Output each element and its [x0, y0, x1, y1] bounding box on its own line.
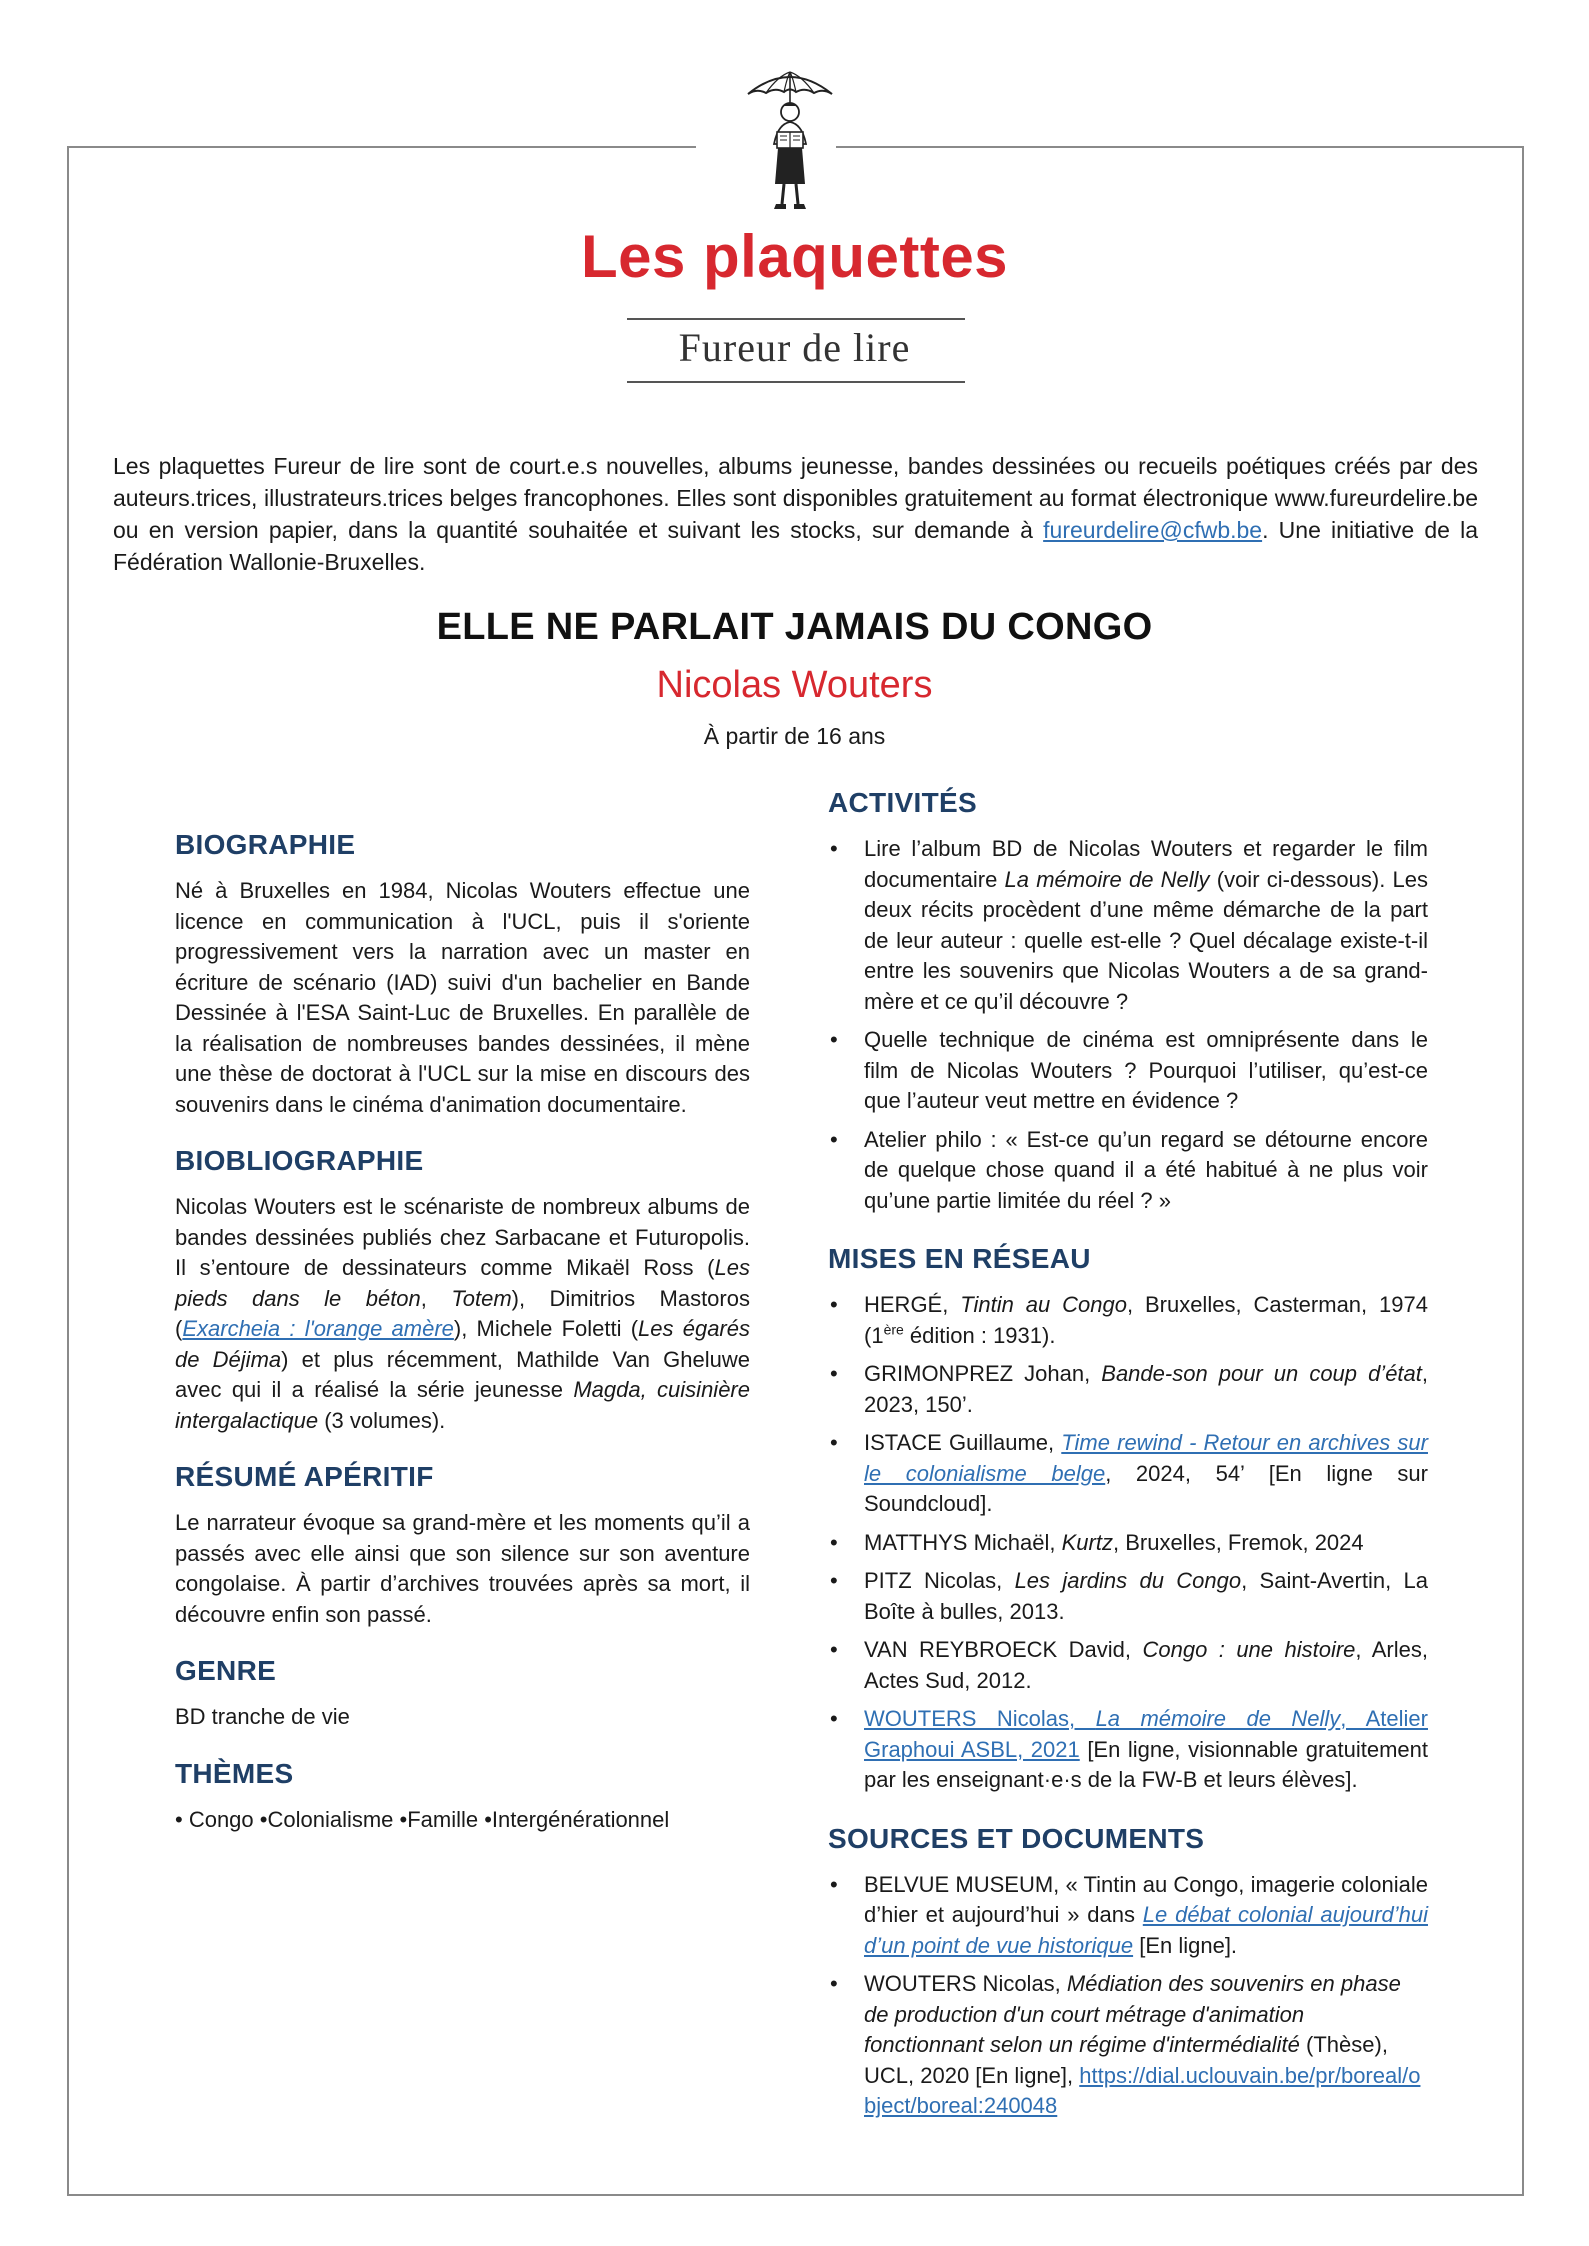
item-title: Les jardins du Congo	[1014, 1568, 1242, 1593]
biblio-title: Les égarés de Déjima	[175, 1316, 750, 1372]
list-item	[828, 1969, 1428, 2122]
item-title: Congo : une histoire	[1142, 1637, 1356, 1662]
bullet-icon: •	[830, 836, 838, 861]
item-title: Kurtz	[1061, 1529, 1113, 1555]
brand-rule-bottom	[627, 381, 965, 383]
item-text: (voir ci-dessous). Les deux récits procèdent d’une même démarche de la part de leur auteur : quelle est-elle ? Quel décalage existe-t-il entre les souvenirs que Nicolas Wouters a de sa grand-mère et ce qu’il découvre ?	[864, 866, 1428, 1014]
item-title: Tintin au Congo	[960, 1292, 1127, 1317]
themes-text: • Congo •Colonialisme •Famille •Intergénérationnel	[175, 1806, 670, 1832]
biblio-text: Nicolas Wouters est le scénariste de nombreux albums de bandes dessinées publiés chez Sarbacane et Futuropolis. Il s’entoure de dessinateurs comme Mikaël Ross (	[175, 1194, 750, 1280]
activites-heading: ACTIVITÉS	[828, 787, 977, 818]
activites-list	[828, 834, 1428, 1216]
reseau-list	[828, 1290, 1428, 1796]
item-text: , Arles, Actes Sud, 2012.	[864, 1637, 1428, 1693]
document-title: ELLE NE PARLAIT JAMAIS DU CONGO	[436, 606, 1153, 648]
list-item	[828, 1704, 1428, 1796]
item-text: VAN REYBROECK David,	[864, 1637, 1143, 1662]
list-item	[828, 1290, 1428, 1351]
bibliographie-heading: BIOBLIOGRAPHIE	[175, 1145, 424, 1176]
debat-colonial-link[interactable]: Le débat colonial aujourd’hui d’un point de vue historique	[864, 1902, 1428, 1958]
resume-heading: RÉSUMÉ APÉRITIF	[175, 1461, 434, 1492]
list-item	[828, 1025, 1428, 1117]
item-text: [En ligne, visionnable gratuitement par les enseignant·e·s de la FW-B et leurs élèves].	[864, 1736, 1429, 1792]
bullet-icon: •	[830, 1430, 838, 1455]
reader-umbrella-logo-icon	[730, 66, 850, 216]
biblio-text: ) et plus récemment, Mathilde Van Gheluwe avec qui il a réalisé la série jeunesse	[175, 1346, 750, 1402]
item-text: WOUTERS Nicolas,	[864, 1971, 1067, 1996]
list-item	[828, 1428, 1428, 1520]
themes-heading: THÈMES	[175, 1757, 294, 1789]
bullet-icon: •	[830, 1568, 838, 1593]
link-text[interactable]: , Atelier Graphoui ASBL, 2021	[864, 1706, 1428, 1762]
bullet-icon: •	[830, 1706, 838, 1731]
list-item	[828, 834, 1428, 1017]
biblio-text: (3 volumes).	[318, 1407, 446, 1433]
biographie-text: Né à Bruxelles en 1984, Nicolas Wouters effectue une licence en communication à l'UCL, puis il s'oriente progressivement vers la narration avec un master en écriture de scénario (IAD) suivi d'un bachelier en Bande Dessinée à l'ESA Saint-Luc de Bruxelles. En parallèle de la réalisation de nombreuses bandes dessinées, il mène une thèse de doctorat à l'UCL sur la mise en discours des souvenirs dans le cinéma d'animation documentaire.	[175, 878, 750, 1117]
superscript: ère	[883, 1321, 904, 1338]
bullet-icon: •	[830, 1361, 838, 1386]
item-text: Atelier philo : « Est-ce qu’un regard se détourne encore de quelque chose quand il a été habitué à ne plus voir qu’une partie limitée du réel ? »	[864, 1126, 1428, 1213]
biblio-text: ), Michele Foletti (	[453, 1316, 639, 1341]
bibliographie-text	[175, 1192, 750, 1436]
biblio-text: ), Dimitrios Mastoros (	[175, 1285, 750, 1341]
bullet-icon: •	[830, 1529, 838, 1555]
left-column	[175, 828, 750, 1859]
email-link[interactable]: fureurdelire@cfwb.be	[1043, 517, 1263, 543]
brand-rule-top	[627, 318, 965, 320]
list-item	[828, 1566, 1428, 1627]
intro-text-1: Les plaquettes Fureur de lire sont de court.e.s nouvelles, albums jeunesse, bandes dessinées ou recueils poétiques créés par des auteurs.trices, illustrateurs.trices belges francophones. Elles sont disponibles gratuitement au format électronique www.fureurdelire.be ou en version papier, dans la quantité souhaitée et suivant les stocks, sur demande à	[113, 453, 1478, 543]
intro-paragraph	[113, 450, 1478, 578]
bullet-icon: •	[830, 1871, 838, 1897]
sources-heading: SOURCES ET DOCUMENTS	[828, 1822, 1205, 1854]
list-item	[828, 1528, 1428, 1559]
item-text: (Thèse), UCL, 2020 [En ligne],	[864, 2032, 1388, 2088]
item-text: MATTHYS Michaël,	[864, 1529, 1062, 1555]
biblio-title: Magda, cuisinière intergalactique	[175, 1377, 750, 1433]
item-text: , Bruxelles, Casterman, 1974 (1	[864, 1292, 1428, 1348]
item-text: , Bruxelles, Fremok, 2024	[1112, 1529, 1364, 1555]
item-title: Bande-son pour un coup d’état	[1101, 1361, 1422, 1386]
exarcheia-link[interactable]: Exarcheia : l'orange amère	[182, 1316, 454, 1341]
item-text: édition : 1931).	[903, 1322, 1056, 1348]
brand-subtitle: Fureur de lire	[678, 325, 911, 370]
list-item	[828, 1870, 1428, 1962]
bullet-icon: •	[830, 1027, 838, 1052]
item-text: PITZ Nicolas,	[864, 1568, 1015, 1593]
item-text: HERGÉ,	[864, 1292, 961, 1317]
intro-text-2: . Une initiative de la Fédération Wallonie-Bruxelles.	[113, 517, 1478, 575]
reseau-heading: MISES EN RÉSEAU	[828, 1243, 1091, 1274]
bullet-icon: •	[830, 1971, 838, 1996]
genre-text: BD tranche de vie	[175, 1704, 350, 1729]
link-title[interactable]: La mémoire de Nelly	[1095, 1706, 1341, 1731]
item-text: , 2023, 150’.	[864, 1361, 1429, 1417]
biographie-heading: BIOGRAPHIE	[175, 829, 356, 860]
biblio-title: Les pieds dans le béton	[175, 1255, 750, 1311]
item-text: BELVUE MUSEUM, « Tintin au Congo, imagerie coloniale d’hier et aujourd’hui » dans	[864, 1871, 1428, 1927]
item-title: La mémoire de Nelly	[1004, 866, 1210, 892]
item-title: Médiation des souvenirs en phase de production d'un court métrage d'animation fonctionnant selon un régime d'intermédialité	[864, 1971, 1401, 2057]
genre-heading: GENRE	[175, 1655, 277, 1686]
item-text: , 2024, 54’ [En ligne sur Soundcloud].	[864, 1460, 1428, 1516]
list-item	[828, 1635, 1428, 1696]
bullet-icon: •	[830, 1126, 838, 1152]
link-text[interactable]: WOUTERS Nicolas,	[864, 1706, 1096, 1731]
list-item	[828, 1125, 1428, 1217]
biblio-text: ,	[420, 1285, 452, 1311]
dial-url-link[interactable]: https://dial.uclouvain.be/pr/boreal/object/boreal:240048	[864, 2062, 1421, 2118]
document-author: Nicolas Wouters	[656, 664, 933, 706]
bullet-icon: •	[830, 1292, 838, 1317]
list-item	[828, 1359, 1428, 1420]
bullet-icon: •	[830, 1637, 838, 1662]
document-age: À partir de 16 ans	[703, 723, 886, 749]
sources-list	[828, 1870, 1428, 2122]
item-text: GRIMONPREZ Johan,	[864, 1361, 1102, 1386]
right-column	[828, 786, 1428, 2148]
item-text: [En ligne].	[1133, 1932, 1238, 1958]
biblio-title: Totem	[451, 1285, 512, 1311]
item-text: , Saint-Avertin, La Boîte à bulles, 2013.	[864, 1568, 1428, 1624]
brand-title: Les plaquettes	[580, 223, 1009, 290]
time-rewind-link[interactable]: Time rewind - Retour en archives sur le colonialisme belge	[864, 1430, 1428, 1486]
resume-text: Le narrateur évoque sa grand-mère et les moments qu’il a passés avec elle ainsi que son silence sur son aventure congolaise. À partir d’archives trouvées après sa mort, il découvre enfin son passé.	[175, 1510, 750, 1627]
item-text: Quelle technique de cinéma est omniprésente dans le film de Nicolas Wouters ? Pourquoi l’utiliser, qu’est-ce que l’auteur veut mettre en évidence ?	[864, 1027, 1428, 1113]
item-text: ISTACE Guillaume,	[864, 1430, 1062, 1455]
item-text: Lire l’album BD de Nicolas Wouters et regarder le film documentaire	[864, 836, 1428, 892]
